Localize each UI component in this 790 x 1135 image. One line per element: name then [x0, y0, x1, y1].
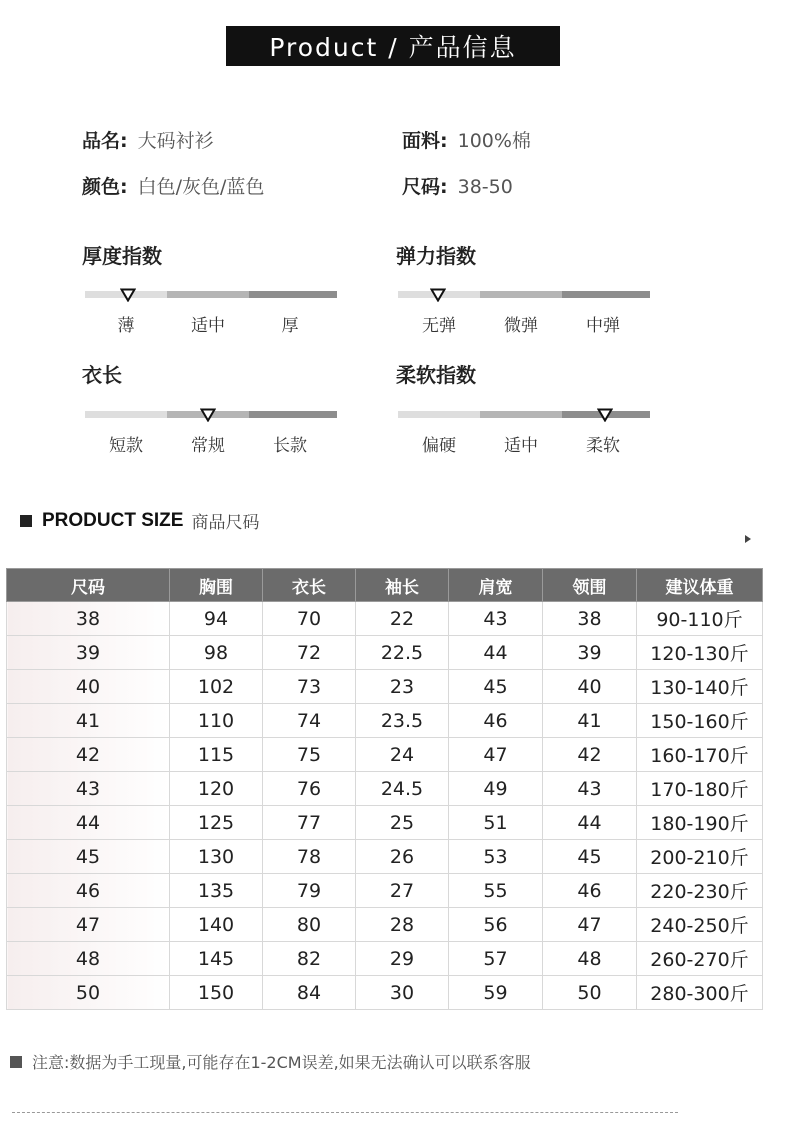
scale-segment	[249, 411, 337, 418]
table-cell: 57	[449, 942, 543, 976]
table-cell: 150	[170, 976, 263, 1010]
table-cell: 55	[449, 874, 543, 908]
table-cell: 84	[263, 976, 356, 1010]
scale-segment	[398, 411, 480, 418]
table-cell: 70	[263, 602, 356, 636]
scale-segment	[249, 291, 337, 298]
scale-segment	[480, 291, 562, 298]
scale-title-length: 衣长	[82, 363, 122, 387]
table-cell: 80	[263, 908, 356, 942]
table-row	[7, 874, 763, 908]
info-name-value: 大码衬衫	[137, 130, 214, 152]
table-cell: 39	[7, 636, 170, 670]
table-cell: 45	[543, 840, 637, 874]
scale-thickness	[85, 291, 337, 343]
table-header-row	[7, 569, 763, 602]
table-cell: 170-180斤	[637, 772, 763, 806]
info-name-label: 品名:	[82, 130, 128, 152]
scale-segment	[480, 411, 562, 418]
scale-label: 微弹	[504, 316, 538, 336]
info-size	[402, 172, 513, 199]
table-cell: 50	[543, 976, 637, 1010]
table-cell: 46	[449, 704, 543, 738]
table-cell: 79	[263, 874, 356, 908]
table-cell: 73	[263, 670, 356, 704]
scale-softness	[398, 411, 650, 463]
info-name	[82, 126, 214, 153]
table-cell: 94	[170, 602, 263, 636]
scale-label: 常规	[191, 436, 225, 456]
table-cell: 48	[543, 942, 637, 976]
table-cell: 115	[170, 738, 263, 772]
table-cell: 25	[356, 806, 449, 840]
table-row	[7, 738, 763, 772]
scale-title-thickness: 厚度指数	[82, 244, 162, 268]
size-section-header	[20, 508, 259, 533]
table-header: 肩宽	[449, 569, 543, 602]
table-cell: 130	[170, 840, 263, 874]
table-cell: 240-250斤	[637, 908, 763, 942]
table-cell: 50	[7, 976, 170, 1010]
table-cell: 78	[263, 840, 356, 874]
table-cell: 44	[449, 636, 543, 670]
table-cell: 200-210斤	[637, 840, 763, 874]
table-cell: 22	[356, 602, 449, 636]
table-cell: 74	[263, 704, 356, 738]
table-cell: 23.5	[356, 704, 449, 738]
info-color	[82, 172, 264, 199]
scale-label: 短款	[109, 436, 143, 456]
table-cell: 40	[7, 670, 170, 704]
table-cell: 22.5	[356, 636, 449, 670]
table-cell: 49	[449, 772, 543, 806]
size-table	[6, 568, 763, 1010]
table-cell: 120-130斤	[637, 636, 763, 670]
table-cell: 53	[449, 840, 543, 874]
table-cell: 82	[263, 942, 356, 976]
scale-label: 偏硬	[422, 436, 456, 456]
table-cell: 47	[543, 908, 637, 942]
table-cell: 120	[170, 772, 263, 806]
table-cell: 45	[449, 670, 543, 704]
table-header: 袖长	[356, 569, 449, 602]
scale-label: 长款	[273, 436, 307, 456]
scale-title-elasticity: 弹力指数	[396, 244, 476, 268]
table-row	[7, 602, 763, 636]
table-cell: 42	[543, 738, 637, 772]
table-cell: 130-140斤	[637, 670, 763, 704]
scale-label: 适中	[191, 316, 225, 336]
table-cell: 47	[449, 738, 543, 772]
scale-elasticity	[398, 291, 650, 343]
scale-label: 中弹	[586, 316, 620, 336]
scale-label: 无弹	[422, 316, 456, 336]
dashed-divider	[12, 1112, 678, 1113]
scale-label: 适中	[504, 436, 538, 456]
table-cell: 140	[170, 908, 263, 942]
table-cell: 40	[543, 670, 637, 704]
table-row	[7, 942, 763, 976]
table-row	[7, 704, 763, 738]
scale-segment	[85, 411, 167, 418]
table-cell: 23	[356, 670, 449, 704]
table-cell: 24	[356, 738, 449, 772]
table-cell: 30	[356, 976, 449, 1010]
table-header: 胸围	[170, 569, 263, 602]
table-cell: 90-110斤	[637, 602, 763, 636]
table-cell: 160-170斤	[637, 738, 763, 772]
table-row	[7, 670, 763, 704]
table-cell: 145	[170, 942, 263, 976]
table-cell: 43	[449, 602, 543, 636]
table-cell: 46	[7, 874, 170, 908]
table-cell: 125	[170, 806, 263, 840]
table-cell: 44	[543, 806, 637, 840]
table-cell: 28	[356, 908, 449, 942]
table-cell: 77	[263, 806, 356, 840]
table-cell: 76	[263, 772, 356, 806]
table-cell: 150-160斤	[637, 704, 763, 738]
table-cell: 180-190斤	[637, 806, 763, 840]
table-cell: 51	[449, 806, 543, 840]
table-cell: 48	[7, 942, 170, 976]
table-cell: 26	[356, 840, 449, 874]
table-cell: 260-270斤	[637, 942, 763, 976]
table-cell: 39	[543, 636, 637, 670]
size-section-title-en: PRODUCT SIZE	[42, 509, 184, 531]
table-header: 领围	[543, 569, 637, 602]
table-row	[7, 772, 763, 806]
arrow-right-icon	[745, 535, 751, 543]
table-cell: 41	[543, 704, 637, 738]
footnote-text: 注意:数据为手工现量,可能存在1-2CM误差,如果无法确认可以联系客服	[32, 1053, 531, 1072]
scale-segment	[167, 291, 249, 298]
info-fabric-value: 100%棉	[457, 130, 531, 152]
table-cell: 29	[356, 942, 449, 976]
table-row	[7, 976, 763, 1010]
info-fabric	[402, 126, 531, 153]
triangle-marker-icon	[597, 408, 613, 422]
table-cell: 44	[7, 806, 170, 840]
table-cell: 43	[7, 772, 170, 806]
info-fabric-label: 面料:	[402, 130, 448, 152]
table-cell: 110	[170, 704, 263, 738]
section-banner: Product / 产品信息	[226, 26, 560, 66]
table-cell: 102	[170, 670, 263, 704]
table-cell: 47	[7, 908, 170, 942]
table-header: 衣长	[263, 569, 356, 602]
scale-label: 柔软	[586, 436, 620, 456]
info-size-value: 38-50	[457, 176, 513, 198]
square-bullet-icon	[20, 515, 32, 527]
table-header: 建议体重	[637, 569, 763, 602]
table-cell: 75	[263, 738, 356, 772]
scale-segment	[562, 291, 650, 298]
triangle-marker-icon	[200, 408, 216, 422]
info-size-label: 尺码:	[402, 176, 448, 198]
scale-title-softness: 柔软指数	[396, 363, 476, 387]
table-cell: 59	[449, 976, 543, 1010]
table-cell: 220-230斤	[637, 874, 763, 908]
size-section-title-cn: 商品尺码	[191, 513, 260, 533]
triangle-marker-icon	[430, 288, 446, 302]
triangle-marker-icon	[120, 288, 136, 302]
table-cell: 45	[7, 840, 170, 874]
scale-label: 薄	[117, 316, 135, 336]
footnote	[10, 1050, 531, 1073]
table-cell: 41	[7, 704, 170, 738]
table-cell: 98	[170, 636, 263, 670]
table-cell: 38	[543, 602, 637, 636]
table-row	[7, 908, 763, 942]
table-cell: 135	[170, 874, 263, 908]
info-color-value: 白色/灰色/蓝色	[137, 176, 265, 198]
scale-label: 厚	[281, 316, 299, 336]
table-row	[7, 840, 763, 874]
table-cell: 280-300斤	[637, 976, 763, 1010]
scale-length	[85, 411, 337, 463]
square-bullet-icon	[10, 1056, 22, 1068]
table-cell: 46	[543, 874, 637, 908]
table-row	[7, 636, 763, 670]
table-cell: 27	[356, 874, 449, 908]
table-cell: 43	[543, 772, 637, 806]
table-cell: 56	[449, 908, 543, 942]
info-color-label: 颜色:	[82, 176, 128, 198]
table-header: 尺码	[7, 569, 170, 602]
table-cell: 42	[7, 738, 170, 772]
table-cell: 72	[263, 636, 356, 670]
table-cell: 24.5	[356, 772, 449, 806]
table-cell: 38	[7, 602, 170, 636]
table-row	[7, 806, 763, 840]
